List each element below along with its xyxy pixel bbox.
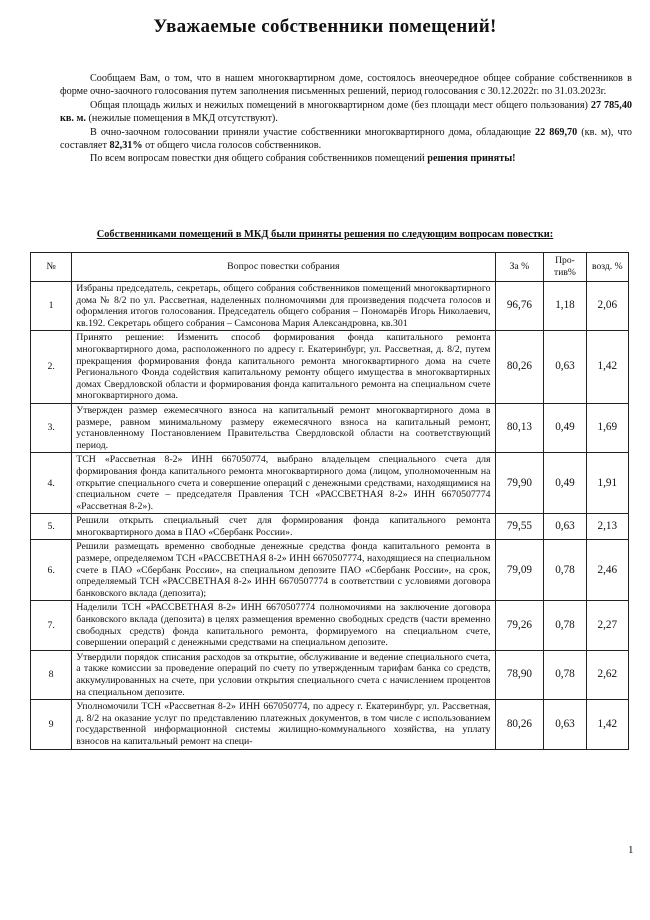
- table-header-row: [31, 253, 629, 282]
- header-question: Вопрос повестки собрания: [72, 253, 495, 282]
- intro-p2-end: (нежилые помещения в МКД отсутствуют).: [85, 113, 278, 125]
- table-row: [31, 650, 629, 699]
- header-abstain-label: возд. %: [592, 261, 623, 273]
- table-row: [31, 403, 629, 452]
- row-question-text: Решили размещать временно свободные денежные средства фонда капитального ремонта в размере, определяемом ТСН «РАССВЕТНАЯ 8-2» ИНН 6670507774, находящиеся на специальном счете в ПАО «Сбербанк России», на специальном депозите ПАО «Сбербанк России», на срок, определяемый ТСН «РАССВЕТНАЯ 8-2» ИНН 6670507774 в соответствии с условиями договора банковского вклада (депозита);: [72, 540, 495, 601]
- table-row: [31, 331, 629, 404]
- table-row: [31, 282, 629, 331]
- row-abstain-percent: 2,13: [586, 514, 628, 540]
- intro-p3-end: от общего числа голосов собственников.: [142, 140, 322, 152]
- row-for-percent: 80,26: [495, 700, 544, 749]
- row-for-percent: 80,26: [495, 331, 544, 404]
- decisions-accepted-text: решения приняты!: [427, 153, 516, 165]
- row-against-percent: 0,78: [544, 540, 586, 601]
- intro-paragraph-4: [60, 152, 632, 165]
- row-number: 8: [31, 650, 72, 699]
- row-for-percent: 96,76: [495, 282, 544, 331]
- row-number: 7.: [31, 601, 72, 650]
- intro-paragraph-3: [60, 126, 632, 153]
- header-against-percent: [544, 253, 586, 282]
- page-number: 1: [628, 844, 634, 856]
- header-abstain-percent: [586, 253, 628, 282]
- row-against-percent: 0,63: [544, 331, 586, 404]
- header-number: №: [31, 253, 72, 282]
- row-abstain-percent: 1,42: [586, 700, 628, 749]
- row-for-percent: 79,90: [495, 453, 544, 514]
- row-abstain-percent: 1,69: [586, 403, 628, 452]
- row-abstain-percent: 1,42: [586, 331, 628, 404]
- table-row: [31, 540, 629, 601]
- row-number: 3.: [31, 403, 72, 452]
- row-against-percent: 0,63: [544, 514, 586, 540]
- intro-text: [60, 72, 632, 166]
- row-question-text: Избраны председатель, секретарь, общего собрания собственников помещений многоквартирного дома № 8/2 по ул. Рассветная, наделенных полномочиями для произведения подсчета голосов и оформления итогов голосования. Председатель общего собрания – Пономарёв Игорь Николаевич, кв.192. Секретарь общего собрания – Самсонова Мария Александровна, кв.301: [72, 282, 495, 331]
- row-abstain-percent: 2,46: [586, 540, 628, 601]
- page-title: Уважаемые собственники помещений!: [153, 16, 497, 37]
- row-for-percent: 80,13: [495, 403, 544, 452]
- table-row: [31, 514, 629, 540]
- intro-p2-start: Общая площадь жилых и нежилых помещений в многоквартирном доме (без площади мест общего пользования): [90, 99, 591, 111]
- row-number: 2.: [31, 331, 72, 404]
- row-number: 4.: [31, 453, 72, 514]
- total-area-value: 27 785,40 кв. м.: [60, 99, 633, 125]
- participation-percent-value: 82,31%: [109, 140, 143, 152]
- row-abstain-percent: 2,06: [586, 282, 628, 331]
- row-question-text: Утвердили порядок списания расходов за открытие, обслуживание и ведение специального счета, а также комиссии за проведение операций по счету по утвержденным тарифам банка со средств, аккумулированных на счете, при условии открытия специального счета с начислением процентов на специальном депозите.: [72, 650, 495, 699]
- row-question-text: ТСН «Рассветная 8-2» ИНН 667050774, выбрано владельцем специального счета для формирования фонда капитального ремонта многоквартирного дома (лицом, уполномоченным на открытие специального счета и совершение операций с денежными средствами, находящимися на специальном счете – председателя Правления ТСН «РАССВЕТНАЯ 8-2» ИНН 6670507774 «Рассветная 8-2»).: [72, 453, 495, 514]
- header-against-label: Про-тив%: [554, 255, 576, 278]
- table-row: [31, 453, 629, 514]
- table-subheading: Собственниками помещений в МКД были приняты решения по следующим вопросам повестки:: [96, 229, 554, 240]
- row-question-text: Утвержден размер ежемесячного взноса на капитальный ремонт многоквартирного дома в размере, равном минимальному размеру ежемесячного взноса на капитальный ремонт, установленному Постановлением Правительства Свердловской области на соответствующий период.: [72, 403, 495, 452]
- intro-p4-start: По всем вопросам повестки дня общего собрания собственников помещений: [90, 153, 428, 165]
- intro-paragraph-2: [60, 99, 632, 126]
- header-for-percent: За %: [495, 253, 544, 282]
- row-against-percent: 0,78: [544, 601, 586, 650]
- agenda-results-table: [30, 252, 629, 750]
- row-question-text: Решили открыть специальный счет для формирования фонда капитального ремонта многоквартирного дома в ПАО «Сбербанк России».: [72, 514, 495, 540]
- row-against-percent: 0,63: [544, 700, 586, 749]
- row-against-percent: 0,78: [544, 650, 586, 699]
- intro-paragraph-1: Сообщаем Вам, о том, что в нашем многоквартирном доме, состоялось внеочередное общее собрание собственников в форме очно-заочного голосования путем заполнения письменных решений, период голосования с 30.12.2022г. по 31.03.2023г.: [60, 73, 632, 98]
- row-number: 6.: [31, 540, 72, 601]
- row-for-percent: 78,90: [495, 650, 544, 699]
- row-for-percent: 79,26: [495, 601, 544, 650]
- row-number: 1: [31, 282, 72, 331]
- row-abstain-percent: 2,62: [586, 650, 628, 699]
- row-against-percent: 0,49: [544, 403, 586, 452]
- row-question-text: Уполномочили ТСН «Рассветная 8-2» ИНН 667050774, по адресу г. Екатеринбург, ул. Рассветная, д. 8/2 на оказание услуг по представлению платежных документов, в том числе с использованием государственной информационной системы жилищно-коммунального хозяйства, на уплату взносов на капитальный ремонт на специ-: [72, 700, 495, 749]
- row-against-percent: 1,18: [544, 282, 586, 331]
- intro-p3-mid: (кв. м), что составляет: [60, 126, 633, 152]
- row-for-percent: 79,09: [495, 540, 544, 601]
- table-row: [31, 700, 629, 749]
- participating-area-value: 22 869,70: [535, 126, 578, 138]
- row-against-percent: 0,49: [544, 453, 586, 514]
- intro-p3-start: В очно-заочном голосовании приняли участие собственники многоквартирного дома, обладающие: [90, 126, 535, 138]
- row-abstain-percent: 2,27: [586, 601, 628, 650]
- row-abstain-percent: 1,91: [586, 453, 628, 514]
- row-question-text: Наделили ТСН «РАССВЕТНАЯ 8-2» ИНН 6670507774 полномочиями на заключение договора банковского вклада (депозита) в целях размещения временно свободных средств (части временно свободных средств) фонда капитального ремонта, формируемого на специальном счете, совершении операций с денежными средствами на специальном депозите.: [72, 601, 495, 650]
- row-question-text: Принято решение: Изменить способ формирования фонда капитального ремонта многоквартирного дома, расположенного по адресу г. Екатеринбург, ул. Рассветная, д. 8/2, путем прекращения формирования фонда капитального ремонта многоквартирного дома на счете Регионального Фонда содействия капитальному ремонту общего имущества в многоквартирных домах Свердловской области и формирования фонда капитального ремонта на специальном счете многоквартирного дома.: [72, 331, 495, 404]
- row-number: 9: [31, 700, 72, 749]
- row-number: 5.: [31, 514, 72, 540]
- row-for-percent: 79,55: [495, 514, 544, 540]
- table-row: [31, 601, 629, 650]
